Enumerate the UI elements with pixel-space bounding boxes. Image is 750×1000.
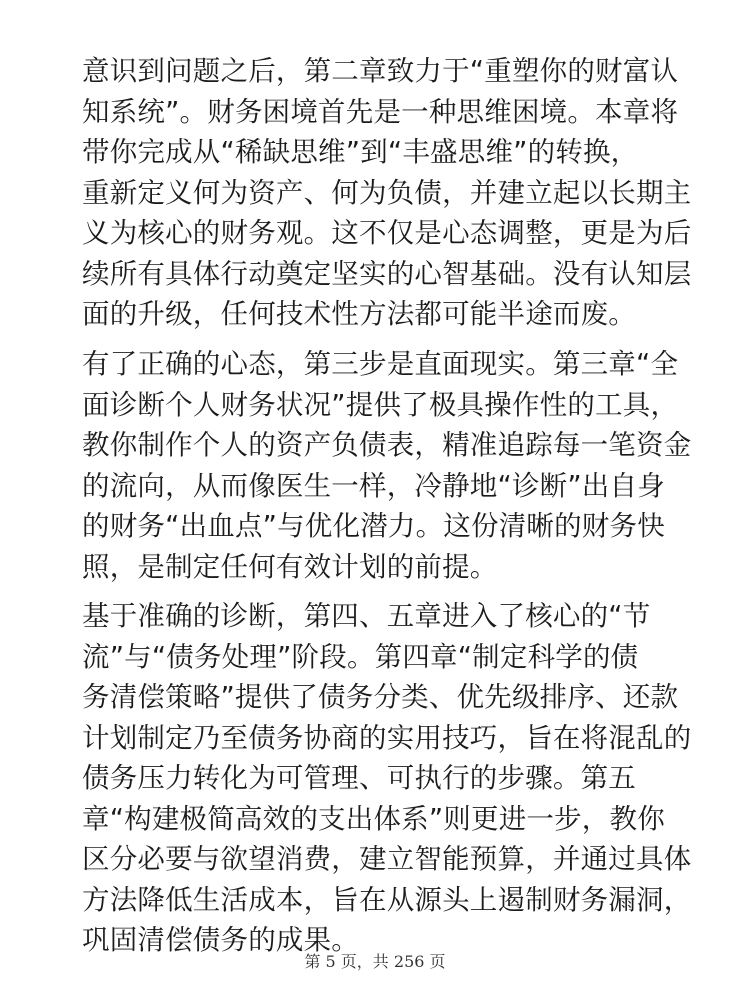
text-line: 债务压力转化为可管理、可执行的步骤。第五: [82, 762, 636, 794]
text-line: 照，是制定任何有效计划的前提。: [82, 550, 498, 583]
text-line: 重新定义何为资产、何为负债，并建立起以长期主: [82, 176, 692, 209]
text-line: 续所有具体行动奠定坚实的心智基础。没有认知层: [82, 257, 692, 290]
text-line: 面诊断个人财务状况”提供了极具操作性的工具，: [82, 388, 679, 421]
text-line: 的财务“出血点”与优化潜力。这份清晰的财务快: [82, 510, 665, 542]
text-line: 巩固清偿债务的成果。: [82, 924, 359, 956]
text-line: 流”与“债务处理”阶段。第四章“制定科学的债: [82, 640, 639, 673]
text-line: 基于准确的诊断，第四、五章进入了核心的“节: [82, 600, 651, 632]
text-line: 面的升级，任何技术性方法都可能半途而废。: [82, 298, 636, 330]
text-line: 方法降低生活成本，旨在从源头上遏制财务漏洞，: [82, 883, 692, 916]
paragraph-chapter-three: [82, 344, 692, 587]
text-line: 务清偿策略”提供了债务分类、优先级排序、还款: [82, 681, 679, 713]
text-line: 带你完成从“稀缺思维”到“丰盛思维”的转换，: [82, 136, 639, 168]
text-line: 计划制定乃至债务协商的实用技巧，旨在将混乱的: [82, 721, 692, 754]
text-line: 章“构建极简高效的支出体系”则更进一步，教你: [82, 802, 665, 835]
text-line: 区分必要与欲望消费，建立智能预算，并通过具体: [82, 843, 692, 875]
paragraph-chapter-two: [82, 51, 692, 335]
text-line: 知系统”。财务困境首先是一种思维困境。本章将: [82, 95, 679, 128]
text-line: 意识到问题之后，第二章致力于“重塑你的财富认: [82, 55, 679, 87]
text-line: 有了正确的心态，第三步是直面现实。第三章“全: [82, 348, 679, 380]
page-number-footer: 第 5 页，共 256 页: [304, 952, 446, 971]
text-line: 教你制作个人的资产负债表，精准追踪每一笔资金: [82, 429, 692, 461]
paragraph-chapters-four-five: [82, 596, 692, 961]
text-line: 义为核心的财务观。这不仅是心态调整，更是为后: [82, 217, 692, 249]
text-line: 的流向，从而像医生一样，冷静地“诊断”出自身: [82, 469, 665, 502]
